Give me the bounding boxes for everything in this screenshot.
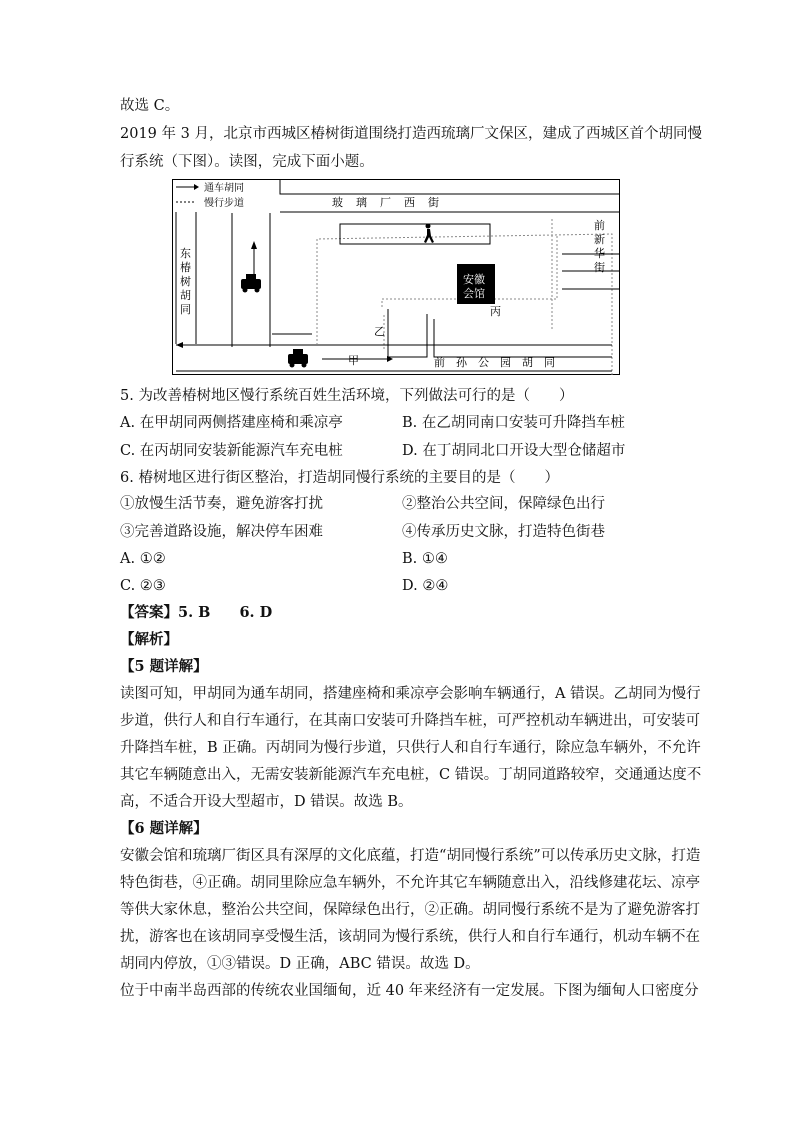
svg-text:同: 同 <box>180 303 191 316</box>
q5-option-b: B. 在乙胡同南口安装可升降挡车桩 <box>402 415 625 431</box>
svg-text:街: 街 <box>594 261 605 274</box>
line-2: 2019 年 3 月，北京市西城区椿树街道围绕打造西琉璃厂文保区，建成了西城区首个胡同慢 <box>120 126 702 142</box>
q6-statement-1: ①放慢生活节奏，避免游客打扰 <box>120 496 323 512</box>
label-jia: 甲 <box>348 354 359 367</box>
q6-option-d: D. ②④ <box>402 578 449 594</box>
question-5: 5. 为改善椿树地区慢行系统百姓生活环境，下列做法可行的是（ ） <box>120 388 574 404</box>
q6-option-b: B. ①④ <box>402 551 448 567</box>
q6-explanation-4: 扰，游客也在该胡同享受慢生活，该胡同为慢行系统，供行人和自行车通行，机动车辆不在 <box>120 929 700 945</box>
answer-line: 【答案】5. B 6. D <box>120 604 273 621</box>
street-bottom-label: 前 孙 公 园 胡 同 <box>434 356 555 369</box>
q6-option-a: A. ①② <box>120 551 166 567</box>
svg-text:新: 新 <box>594 233 605 246</box>
line-1: 故选 C。 <box>120 98 180 114</box>
q6-explanation-3: 等供大家休息，整治公共空间，保障绿色出行，②正确。胡同慢行系统不是为了避免游客打 <box>120 902 700 918</box>
q6-statement-3: ③完善道路设施，解决停车困难 <box>120 524 323 540</box>
q6-option-c: C. ②③ <box>120 578 166 594</box>
svg-text:东: 东 <box>180 247 191 260</box>
q5-explanation-5: 高，不适合开设大型超市，D 错误。故选 B。 <box>120 794 413 810</box>
q6-explanation-5: 胡同内停放，①③错误。D 正确，ABC 错误。故选 D。 <box>120 956 480 972</box>
label-bing: 丙 <box>490 305 501 318</box>
q5-explanation-2: 步道，供行人和自行车通行，在其南口安装可升降挡车桩，可严控机动车辆进出，可安装可 <box>120 713 700 729</box>
svg-text:胡: 胡 <box>180 289 191 302</box>
q5-option-d: D. 在丁胡同北口开设大型仓储超市 <box>402 443 626 459</box>
q6-explanation-1: 安徽会馆和琉璃厂街区具有深厚的文化底蕴，打造“胡同慢行系统”可以传承历史文脉，打造 <box>120 848 701 864</box>
svg-text:树: 树 <box>180 275 191 288</box>
q6-statement-2: ②整治公共空间，保障绿色出行 <box>402 496 605 512</box>
svg-text:会馆: 会馆 <box>463 287 485 300</box>
anhui-guild-hall <box>457 264 495 304</box>
hutong-map <box>172 179 620 375</box>
svg-text:前: 前 <box>594 219 605 232</box>
q5-option-c: C. 在丙胡同安装新能源汽车充电桩 <box>120 443 343 459</box>
q5-explanation-3: 升降挡车桩，B 正确。丙胡同为慢行步道，只供行人和自行车通行，除应急车辆外，不允许 <box>120 740 701 756</box>
q6-explanation-2: 特色街巷，④正确。胡同里除应急车辆外，不允许其它车辆随意出入，沿线修建花坛、凉亭 <box>120 875 700 891</box>
q5-explanation-1: 读图可知，甲胡同为通车胡同，搭建座椅和乘凉亭会影响车辆通行，A 错误。乙胡同为慢行 <box>120 686 701 702</box>
svg-text:华: 华 <box>594 247 605 260</box>
label-yi: 乙 <box>374 325 385 338</box>
question-6: 6. 椿树地区进行街区整治，打造胡同慢行系统的主要目的是（ ） <box>120 470 559 486</box>
legend-walk-label: 慢行步道 <box>204 198 244 209</box>
svg-text:椿: 椿 <box>180 261 191 274</box>
q5-detail-heading: 【5 题详解】 <box>120 658 208 675</box>
analysis-heading: 【解析】 <box>120 631 178 648</box>
q5-option-a: A. 在甲胡同两侧搭建座椅和乘凉亭 <box>120 415 343 431</box>
q6-detail-heading: 【6 题详解】 <box>120 820 208 837</box>
q5-explanation-4: 其它车辆随意出入，无需安装新能源汽车充电桩，C 错误。丁胡同道路较窄，交通通达度不 <box>120 767 702 783</box>
q6-statement-4: ④传承历史文脉，打造特色街巷 <box>402 524 605 540</box>
street-left-label <box>180 247 191 316</box>
next-question-intro: 位于中南半岛西部的传统农业国缅甸，近 40 年来经济有一定发展。下图为缅甸人口密度分 <box>120 983 699 999</box>
svg-text:安徽: 安徽 <box>463 273 485 286</box>
line-3: 行系统（下图）。读图，完成下面小题。 <box>120 154 374 170</box>
legend-road-label: 通车胡同 <box>204 183 244 194</box>
street-top-label: 玻 璃 厂 西 街 <box>332 196 440 209</box>
